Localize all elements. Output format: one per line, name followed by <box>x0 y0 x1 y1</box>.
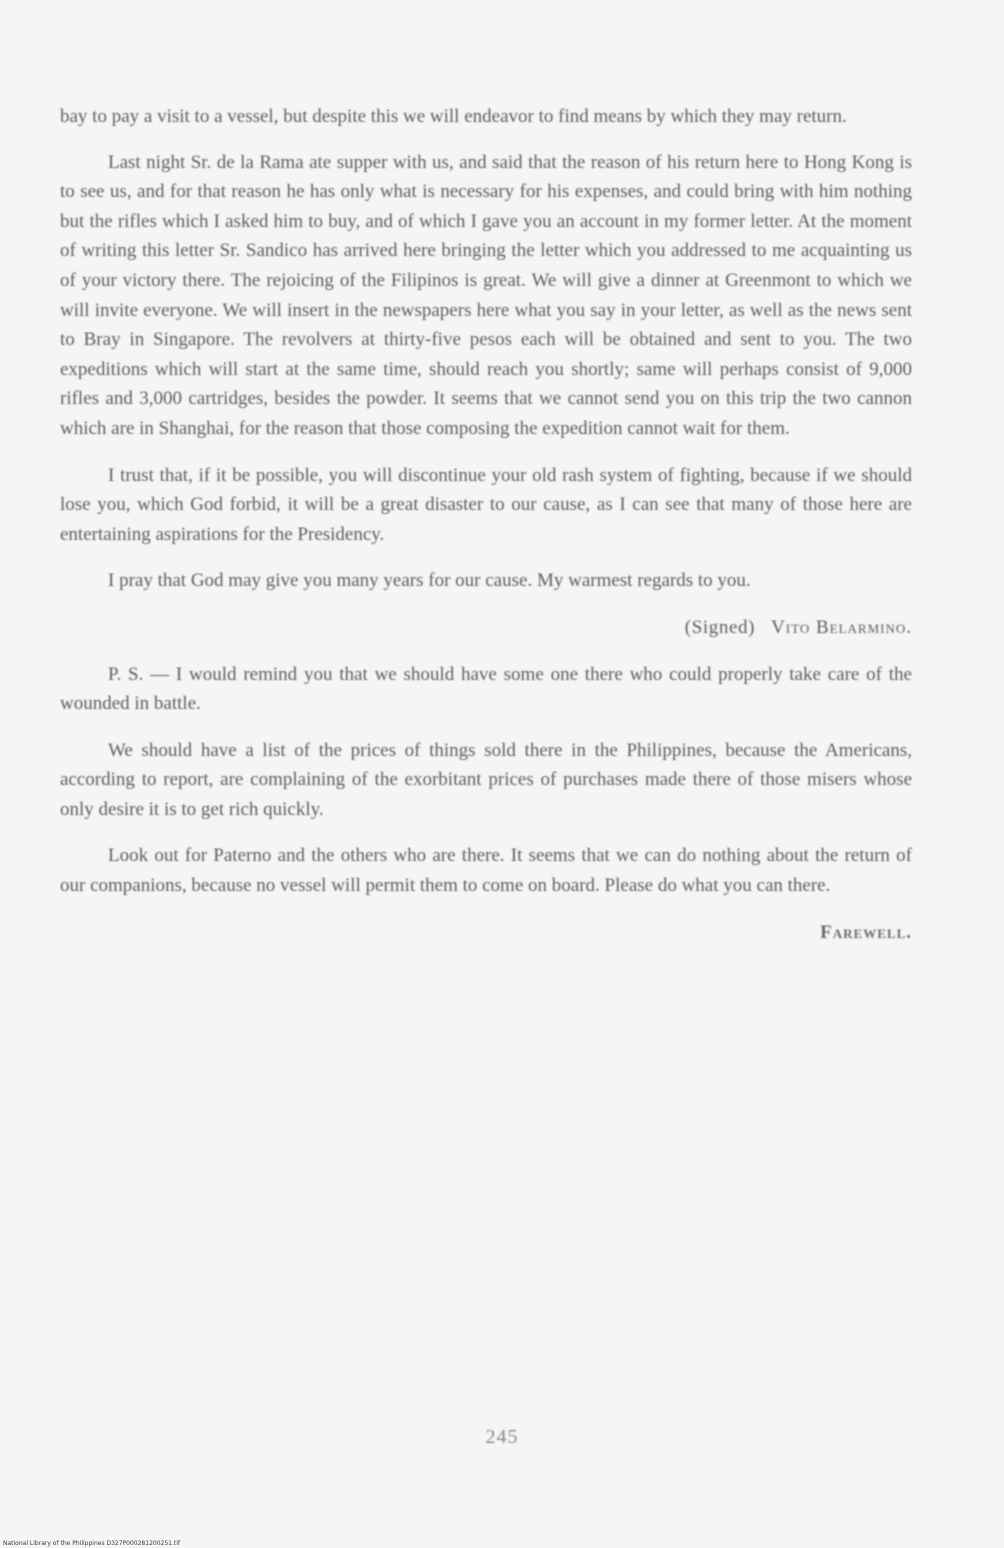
page-number: 245 <box>485 1426 519 1448</box>
postscript-prices: We should have a list of the prices of things sold there in the Philippines, because the Americans, according to report, are complaining of the exorbitant prices of purchases made there of those misers whose only desire it is to get rich quickly. <box>60 739 912 820</box>
postscript-wounded: P. S. — I would remind you that we should have some one there who could properly take care of the wounded in battle. <box>60 663 912 715</box>
paragraph-prayer: I pray that God may give you many years for our cause. My warmest regards to you. <box>108 570 751 592</box>
signature-line <box>60 613 912 643</box>
closing-farewell: Farewell. <box>820 921 912 943</box>
signature-name: Vito Belarmino. <box>771 616 912 638</box>
letter-body <box>60 102 912 947</box>
signature-prefix: (Signed) <box>684 616 755 638</box>
paragraph-fighting-system: I trust that, if it be possible, you will discontinue your old rash system of fighting, because if we should lose you, which God forbid, it will be a great disaster to our cause, as I can see that many of those here are entertaining aspirations for the Presidency. <box>60 464 912 545</box>
archive-credit: National Library of the Philippines D327P000281200251.tif <box>3 1540 181 1547</box>
paragraph-de-la-rama: Last night Sr. de la Rama ate supper with us, and said that the reason of his return here to Hong Kong is to see us, and for that reason he has only what is necessary for his expenses, and could bring with him nothing but the rifles which I asked him to buy, and of which I gave you an account in my former letter. At the moment of writing this letter Sr. Sandico has arrived here bringing the letter which you addressed to me acquainting us of your victory there. The rejoicing of the Filipinos is great. We will give a dinner at Greenmont to which we will invite everyone. We will insert in the newspapers here what you say in your letter, as well as the news sent to Bray in Singapore. The revolvers at thirty-five pesos each will be obtained and sent to you. The two expeditions which will start at the same time, should reach you shortly; same will perhaps consist of 9,000 rifles and 3,000 cartridges, besides the powder. It seems that we cannot send you on this trip the two cannon which are in Shanghai, for the reason that those composing the expedition cannot wait for them. <box>60 151 912 439</box>
paragraph-continuation: bay to pay a visit to a vessel, but despite this we will endeavor to find means by which they may return. <box>60 106 847 127</box>
postscript-paterno: Look out for Paterno and the others who are there. It seems that we can do nothing about the return of our companions, because no vessel will permit them to come on board. Please do what you can there. <box>60 845 912 897</box>
